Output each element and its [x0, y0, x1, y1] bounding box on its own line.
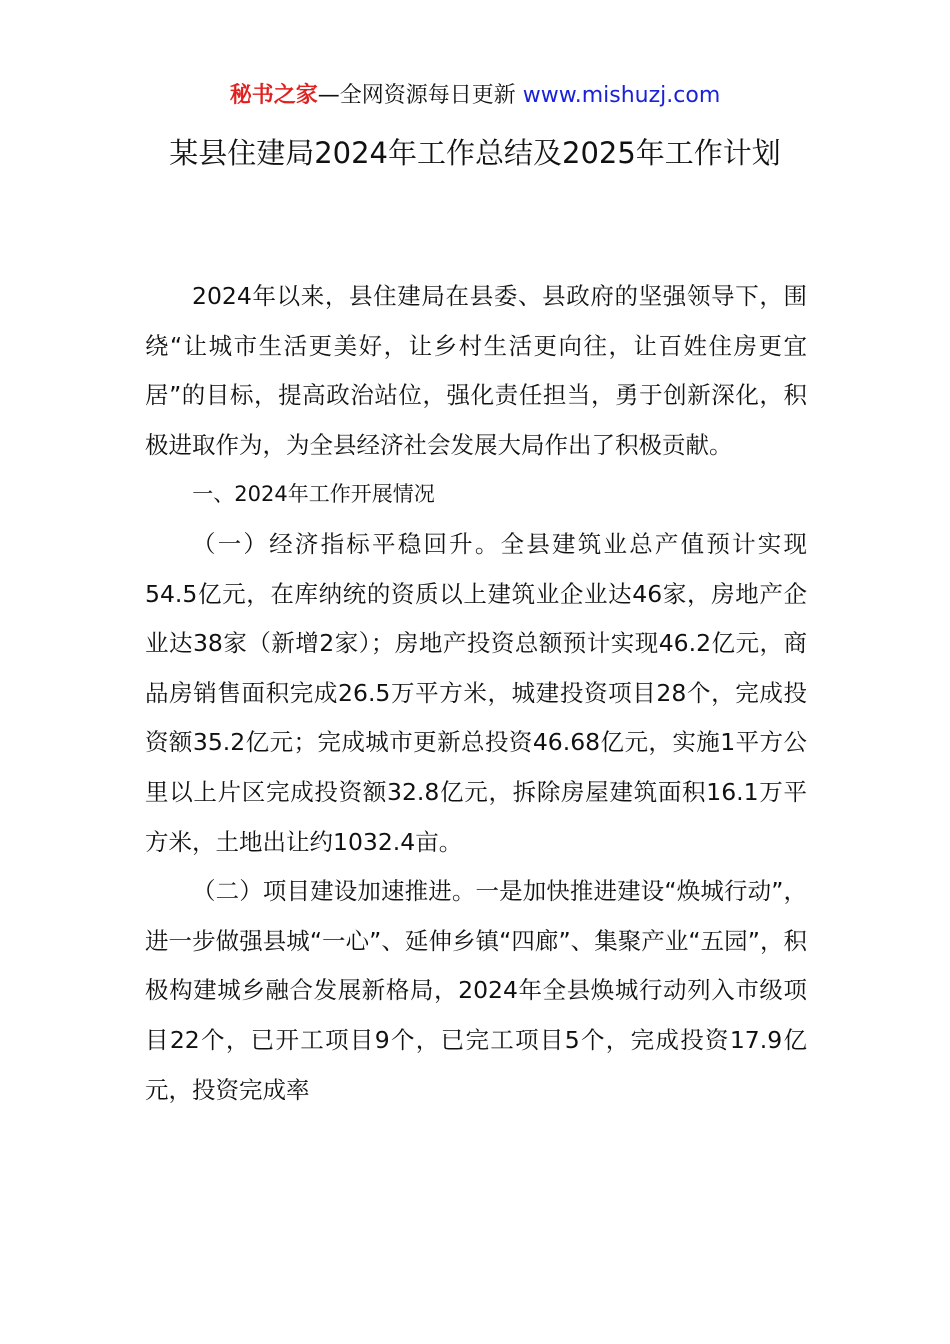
paragraph-economic-indicators: （一）经济指标平稳回升。全县建筑业总产值预计实现54.5亿元，在库纳统的资质以上建筑业企业达46家，房地产企业达38家（新增2家）；房地产投资总额预计实现46.2亿元，商品房销售面积完成26.5万平方米，城建投资项目28个，完成投资额35.2亿元；完成城市更新总投资46.68亿元，实施1平方公里以上片区完成投资额32.8亿元，拆除房屋建筑面积16.1万平方米，土地出让约1032.4亩。 — [145, 529, 807, 856]
site-header — [0, 80, 950, 112]
intro-paragraph: 2024年以来，县住建局在县委、县政府的坚强领导下，围绕“让城市生活更美好，让乡村生活更向往，让百姓住房更宜居”的目标，提高政治站位，强化责任担当，勇于创新深化，积极进取作为，为全县经济社会发展大局作出了积极贡献。 — [145, 282, 807, 459]
section-heading: 一、2024年工作开展情况 — [192, 482, 435, 507]
header-tagline: —全网资源每日更新 — [317, 83, 523, 108]
paragraph-project-construction: （二）项目建设加速推进。一是加快推进建设“焕城行动”，进一步做强县城“一心”、延伸乡镇“四廊”、集聚产业“五园”，积极构建城乡融合发展新格局，2024年全县焕城行动列入市级项目22个，已开工项目9个，已完工项目5个，完成投资17.9亿元，投资完成率 — [145, 877, 807, 1104]
brand-name: 秘书之家 — [229, 83, 318, 108]
document-title: 某县住建局2024年工作总结及2025年工作计划 — [169, 136, 781, 170]
site-url-link[interactable]: www.mishuzj.com — [522, 83, 721, 108]
document-body — [145, 272, 807, 1115]
